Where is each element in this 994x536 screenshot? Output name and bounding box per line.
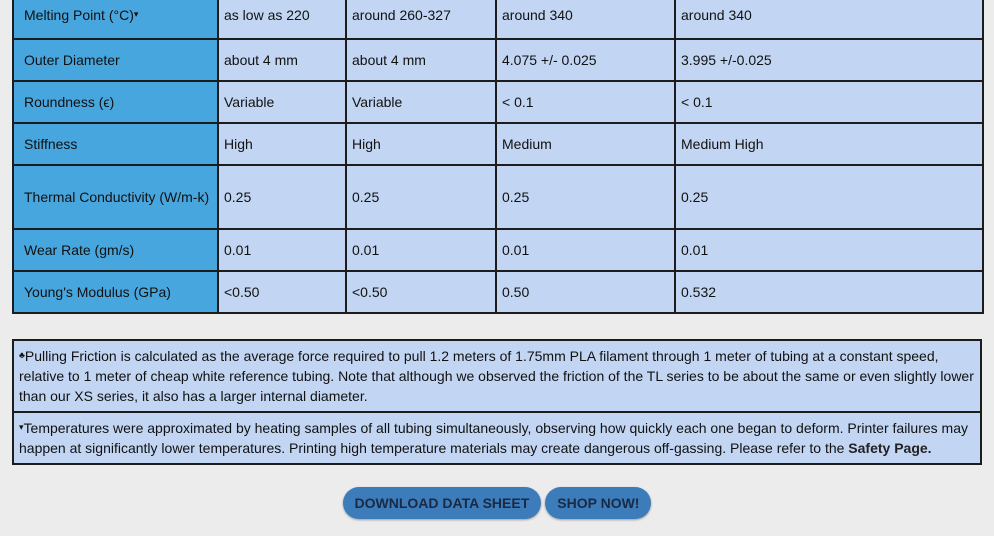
table-row-wear-rate (13, 229, 983, 271)
table-cell: High (218, 123, 346, 165)
row-label: Thermal Conductivity (W/m-k) (13, 165, 218, 229)
table-cell: 0.50 (496, 271, 675, 313)
table-cell: 0.01 (496, 229, 675, 271)
table-cell: 0.25 (218, 165, 346, 229)
table-row-roundness (13, 81, 983, 123)
row-label: Melting Point (°C)▾ (13, 0, 218, 39)
table-cell: around 340 (675, 0, 983, 39)
specs-table (12, 0, 984, 314)
temperature-note (13, 412, 981, 464)
table-row-youngs-modulus (13, 271, 983, 313)
table-cell: 0.01 (675, 229, 983, 271)
footnotes-table (12, 339, 982, 465)
table-cell: 0.01 (346, 229, 496, 271)
table-row-thermal-conductivity (13, 165, 983, 229)
table-cell: 0.25 (675, 165, 983, 229)
shop-now-button[interactable]: SHOP NOW! (545, 487, 651, 519)
table-cell: < 0.1 (675, 81, 983, 123)
friction-note-row (13, 340, 981, 412)
temperature-note-text: Temperatures were approximated by heating samples of all tubing simultaneously, observing how quickly each one began to deform. Printer failures may happen at significantly lower temperatures. Printing high temperature materials may create dangerous off-gassing. Please refer to the (19, 420, 968, 456)
table-cell: 0.25 (346, 165, 496, 229)
row-label: Outer Diameter (13, 39, 218, 81)
table-cell: Variable (218, 81, 346, 123)
club-icon: ♣ (19, 350, 25, 360)
table-cell: 4.075 +/- 0.025 (496, 39, 675, 81)
table-cell: Variable (346, 81, 496, 123)
row-label: Roundness (ϵ) (13, 81, 218, 123)
table-cell: about 4 mm (346, 39, 496, 81)
table-cell: <0.50 (218, 271, 346, 313)
friction-note (13, 340, 981, 412)
table-row-melting-point (13, 0, 983, 39)
row-label: Stiffness (13, 123, 218, 165)
table-cell: as low as 220 (218, 0, 346, 39)
row-label: Wear Rate (gm/s) (13, 229, 218, 271)
table-row-outer-diameter (13, 39, 983, 81)
friction-note-text: Pulling Friction is calculated as the average force required to pull 1.2 meters of 1.75mm PLA filament through 1 meter of tubing at a constant speed, relative to 1 meter of cheap white reference tubing. Note that although we observed the friction of the TL series to be about the same or even slightly lower than our XS series, it also has a larger internal diameter. (19, 348, 974, 404)
table-row-stiffness (13, 123, 983, 165)
table-cell: High (346, 123, 496, 165)
table-cell: around 340 (496, 0, 675, 39)
table-cell: < 0.1 (496, 81, 675, 123)
table-cell: Medium High (675, 123, 983, 165)
triangle-down-icon: ▾ (19, 422, 24, 432)
table-cell: around 260-327 (346, 0, 496, 39)
table-cell: 0.01 (218, 229, 346, 271)
temperature-note-marker: ▾ (133, 9, 139, 19)
safety-page-link[interactable]: Safety Page. (848, 440, 932, 456)
action-buttons (0, 487, 994, 519)
table-cell: 0.25 (496, 165, 675, 229)
temperature-note-row (13, 412, 981, 464)
table-cell: 3.995 +/-0.025 (675, 39, 983, 81)
table-cell: about 4 mm (218, 39, 346, 81)
table-cell: 0.532 (675, 271, 983, 313)
download-data-sheet-button[interactable]: DOWNLOAD DATA SHEET (343, 487, 542, 519)
row-label: Young's Modulus (GPa) (13, 271, 218, 313)
table-cell: <0.50 (346, 271, 496, 313)
table-cell: Medium (496, 123, 675, 165)
